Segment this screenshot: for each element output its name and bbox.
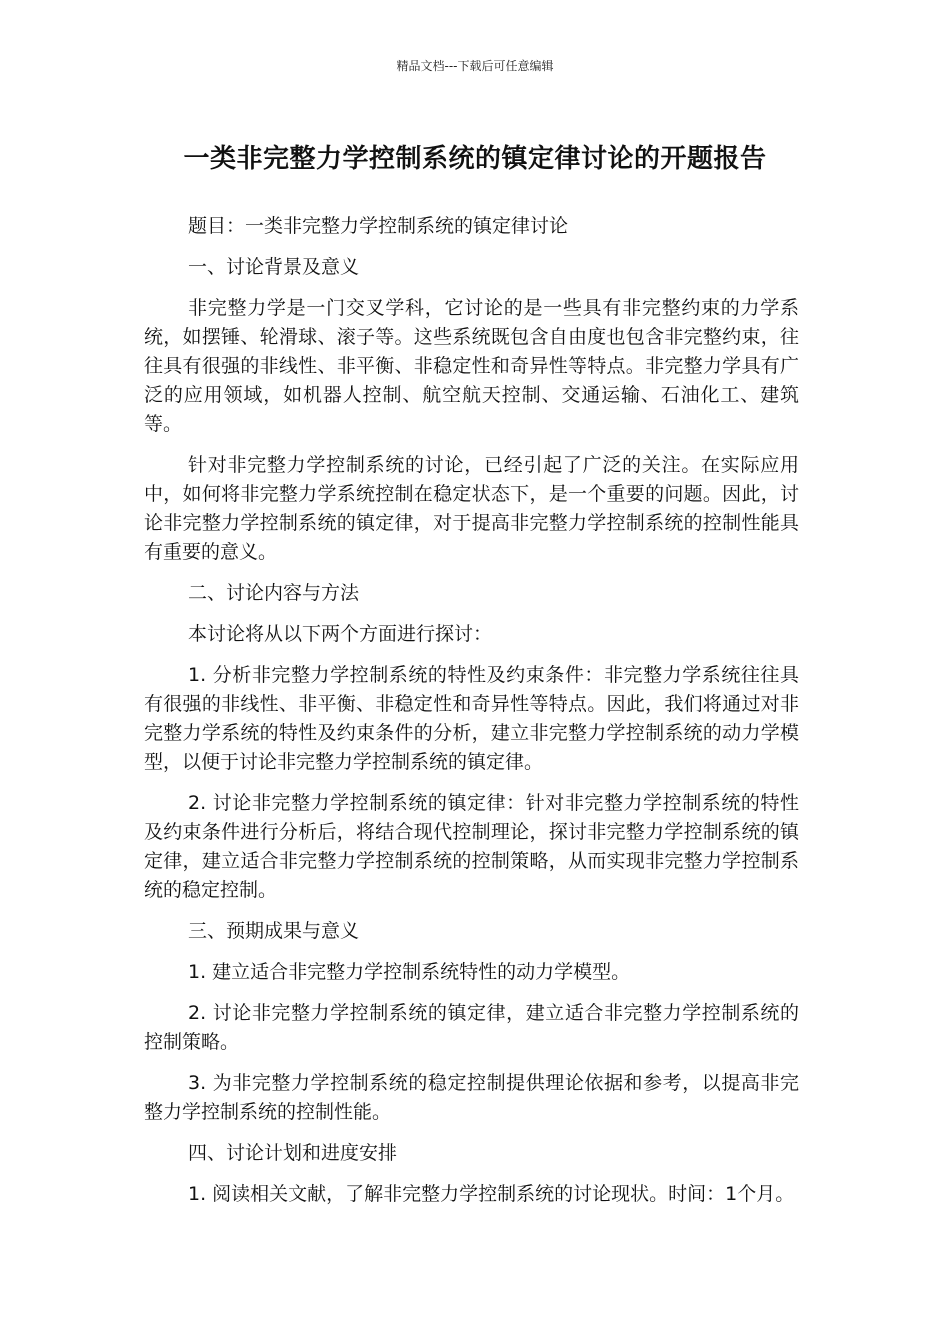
list-item: 2. 讨论非完整力学控制系统的镇定律，建立适合非完整力学控制系统的控制策略。 [144, 1002, 799, 1053]
list-item: 1. 建立适合非完整力学控制系统特性的动力学模型。 [188, 961, 631, 983]
document-title: 一类非完整力学控制系统的镇定律讨论的开题报告 [183, 144, 767, 174]
section-heading-plan-schedule: 四、讨论计划和进度安排 [188, 1142, 398, 1164]
body-paragraph: 非完整力学是一门交叉学科，它讨论的是一些具有非完整约束的力学系统，如摆锤、轮滑球、滚子等。这些系统既包含自由度也包含非完整约束，往往具有很强的非线性、非平衡、非稳定性和奇异性等特点。非完整力学具有广泛的应用领域，如机器人控制、航空航天控制、交通运输、石油化工、建筑等。 [144, 297, 799, 435]
list-item: 1. 阅读相关文献，了解非完整力学控制系统的讨论现状。时间：1个月。 [188, 1183, 795, 1205]
section-heading-background: 一、讨论背景及意义 [188, 256, 360, 278]
body-paragraph: 针对非完整力学控制系统的讨论，已经引起了广泛的关注。在实际应用中，如何将非完整力学系统控制在稳定状态下，是一个重要的问题。因此，讨论非完整力学控制系统的镇定律，对于提高非完整力学控制系统的控制性能具有重要的意义。 [144, 454, 799, 563]
section-heading-expected-results: 三、预期成果与意义 [188, 920, 360, 942]
list-item: 1. 分析非完整力学控制系统的特性及约束条件：非完整力学系统往往具有很强的非线性、非平衡、非稳定性和奇异性等特点。因此，我们将通过对非完整力学系统的特性及约束条件的分析，建立非完整力学控制系统的动力学模型，以便于讨论非完整力学控制系统的镇定律。 [144, 664, 799, 773]
list-item: 3. 为非完整力学控制系统的稳定控制提供理论依据和参考，以提高非完整力学控制系统的控制性能。 [144, 1072, 799, 1123]
section-heading-content-method: 二、讨论内容与方法 [188, 582, 360, 604]
document-body [144, 212, 799, 1221]
list-item: 2. 讨论非完整力学控制系统的镇定律：针对非完整力学控制系统的特性及约束条件进行分析后，将结合现代控制理论，探讨非完整力学控制系统的镇定律，建立适合非完整力学控制系统的控制策略，从而实现非完整力学控制系统的稳定控制。 [144, 792, 799, 901]
body-paragraph: 本讨论将从以下两个方面进行探讨： [188, 623, 493, 645]
header-note: 精品文档---下载后可任意编辑 [396, 59, 554, 73]
topic-line: 题目：一类非完整力学控制系统的镇定律讨论 [188, 215, 569, 237]
